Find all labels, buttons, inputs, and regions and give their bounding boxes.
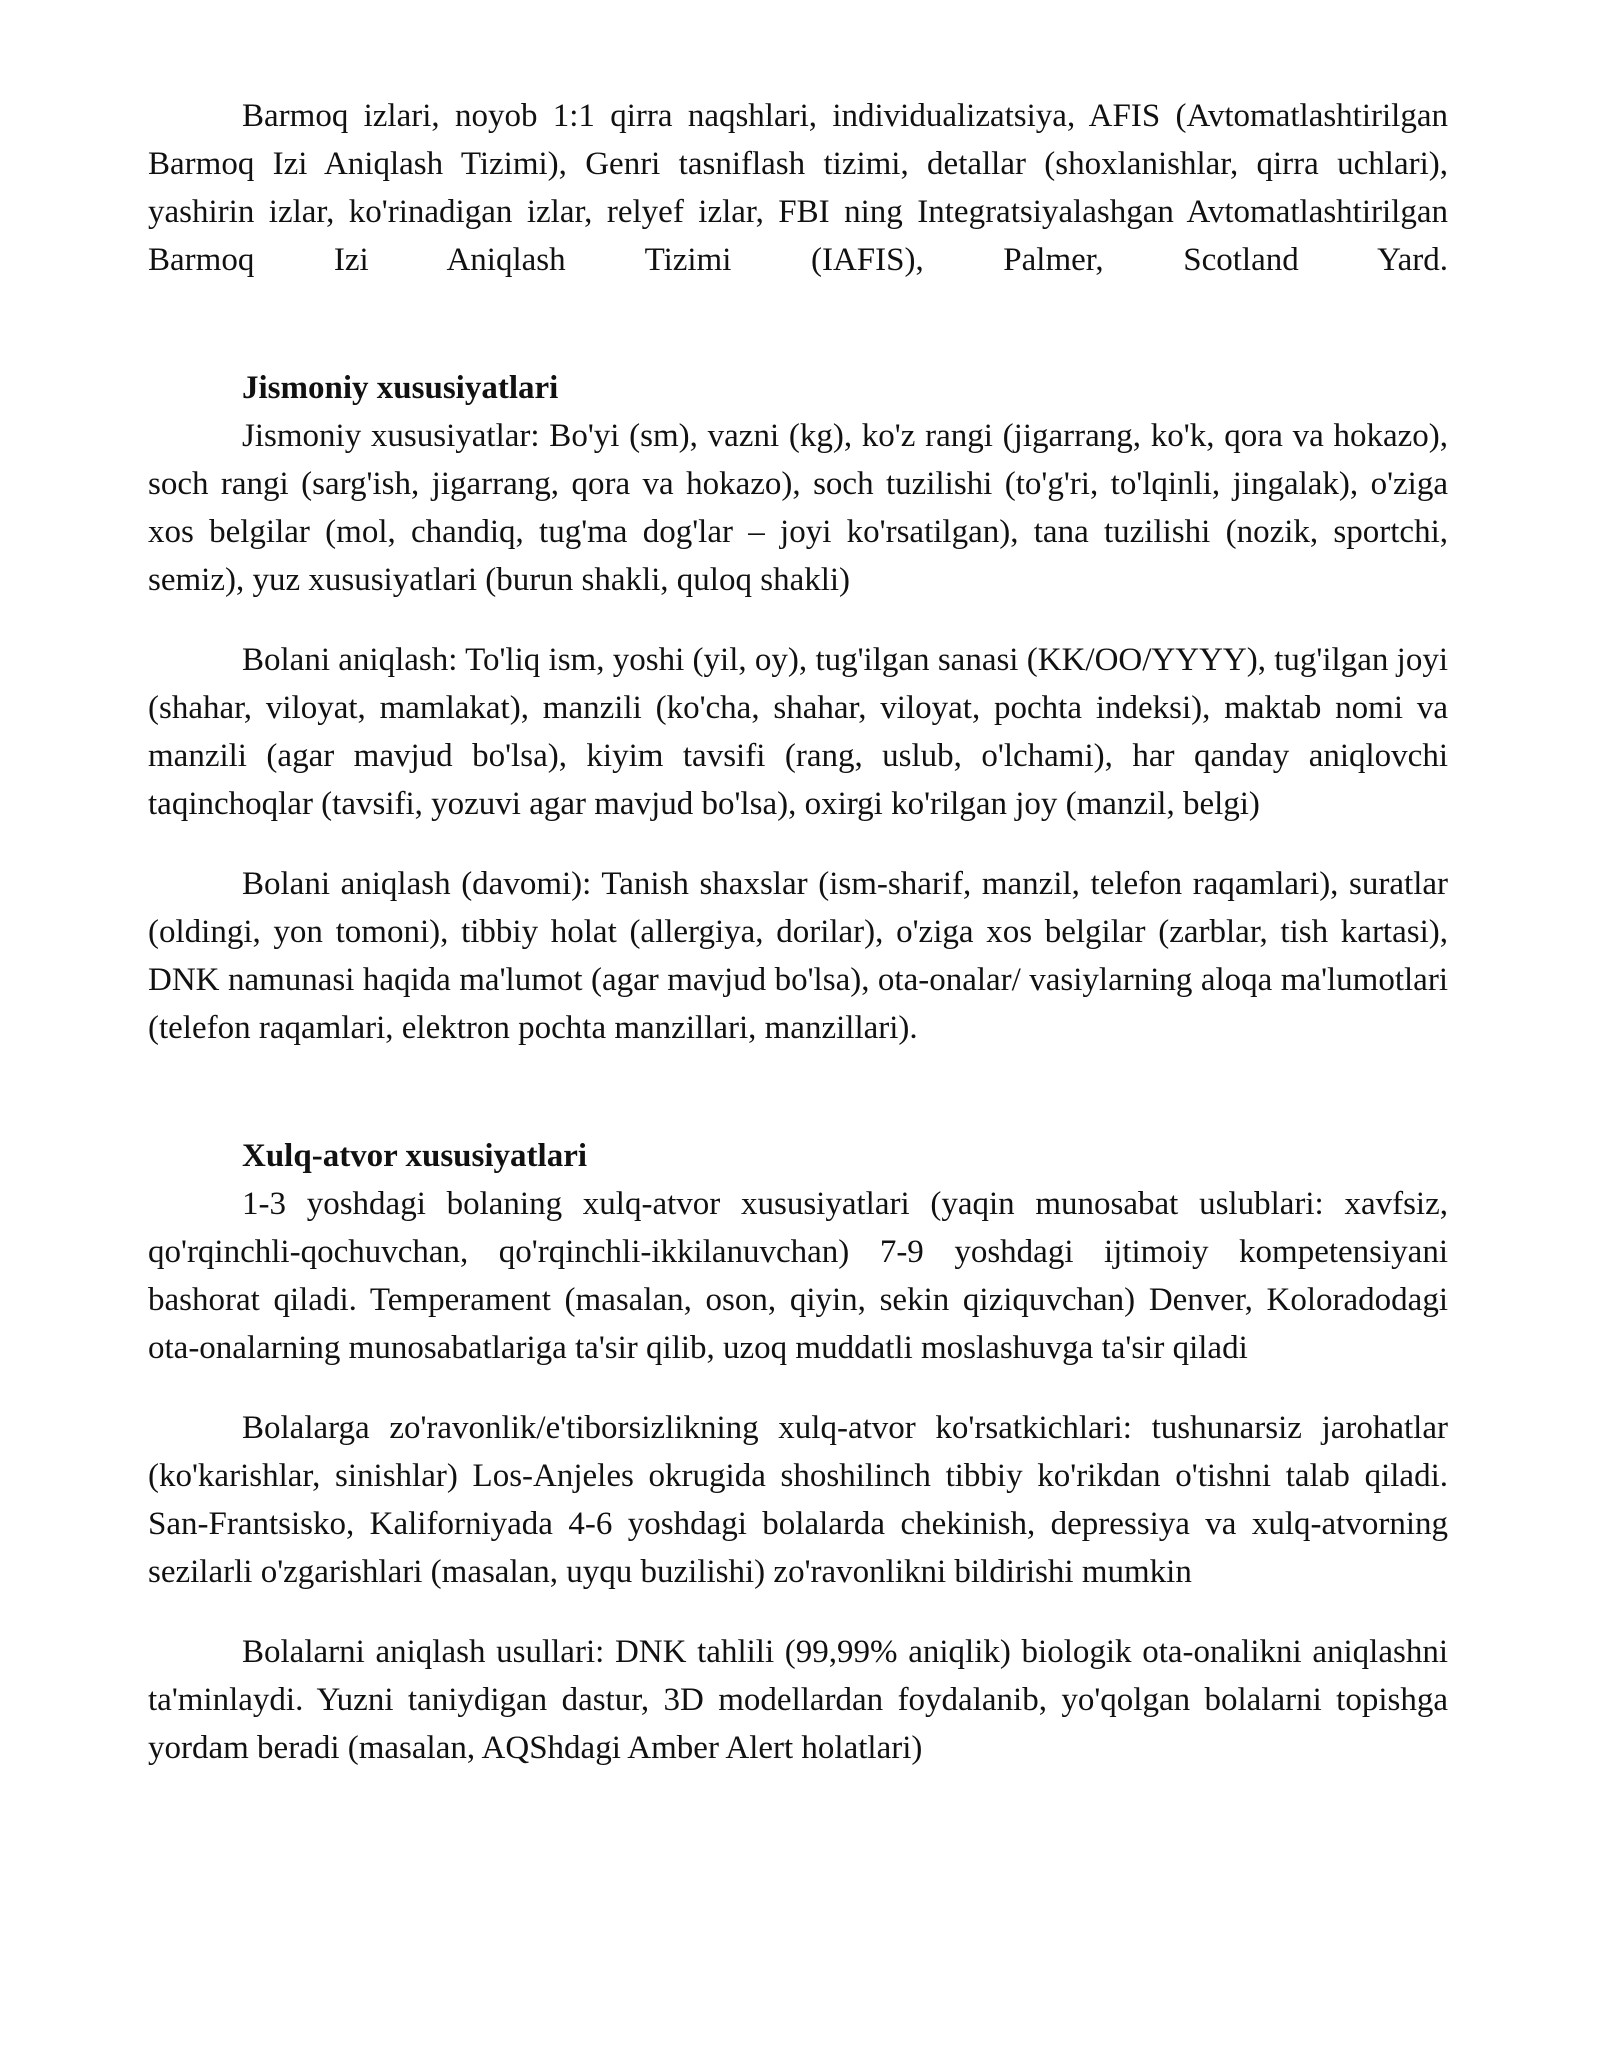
physical-paragraph-1: Jismoniy xususiyatlar: Bo'yi (sm), vazni (kg), ko'z rangi (jigarrang, ko'k, qora va hokazo), soch rangi (sarg'ish, jigarrang, qora va hokazo), soch tuzilishi (to'g'ri, to'lqinli, jingalak), o'ziga xos belgilar (mol, chandiq, tug'ma dog'lar – joyi ko'rsatilgan), tana tuzilishi (nozik, sportchi, semiz), yuz xususiyatlari (burun shakli, quloq shakli) [148, 418, 1448, 598]
intro-paragraph: Barmoq izlari, noyob 1:1 qirra naqshlari, individualizatsiya, AFIS (Avtomatlashtirilgan Barmoq Izi Aniqlash Tizimi), Genri tasniflash tizimi, detallar (shoxlanishlar, qirra uchlari), yashirin izlar, ko'rinadigan izlar, relyef izlar, FBI ning Integratsiyalashgan Avtomatlashtirilgan Barmoq Izi Aniqlash Tizimi (IAFIS), Palmer, Scotland Yard. [148, 98, 1448, 278]
physical-paragraph-2: Bolani aniqlash: To'liq ism, yoshi (yil, oy), tug'ilgan sanasi (KK/OO/YYYY), tug'ilgan joyi (shahar, viloyat, mamlakat), manzili (ko'cha, shahar, viloyat, pochta indeksi), maktab nomi va manzili (agar mavjud bo'lsa), kiyim tavsifi (rang, uslub, o'lchami), har qanday aniqlovchi taqinchoqlar (tavsifi, yozuvi agar mavjud bo'lsa), oxirgi ko'rilgan joy (manzil, belgi) [148, 642, 1448, 822]
document-page [148, 92, 1448, 1772]
section-spacer [148, 284, 1448, 364]
section-heading-behavior: Xulq-atvor xususiyatlari [242, 1138, 588, 1174]
behavior-paragraph-2: Bolalarga zo'ravonlik/e'tiborsizlikning xulq-atvor ko'rsatkichlari: tushunarsiz jarohatlar (ko'karishlar, sinishlar) Los-Anjeles okrugida shoshilinch tibbiy ko'rikdan o'tishni talab qiladi. San-Frantsisko, Kaliforniyada 4-6 yoshdagi bolalarda chekinish, depressiya va xulq-atvorning sezilarli o'zgarishlari (masalan, uyqu buzilishi) zo'ravonlikni bildirishi mumkin [148, 1410, 1448, 1590]
physical-paragraph-3: Bolani aniqlash (davomi): Tanish shaxslar (ism-sharif, manzil, telefon raqamlari), suratlar (oldingi, yon tomoni), tibbiy holat (allergiya, dorilar), o'ziga xos belgilar (zarblar, tish kartasi), DNK namunasi haqida ma'lumot (agar mavjud bo'lsa), ota-onalar/ vasiylarning aloqa ma'lumotlari (telefon raqamlari, elektron pochta manzillari, manzillari). [148, 866, 1448, 1046]
section-heading-physical: Jismoniy xususiyatlari [242, 370, 559, 406]
section-spacer [148, 1052, 1448, 1132]
behavior-paragraph-3: Bolalarni aniqlash usullari: DNK tahlili (99,99% aniqlik) biologik ota-onalikni aniqlashni ta'minlaydi. Yuzni taniydigan dastur, 3D modellardan foydalanib, yo'qolgan bolalarni topishga yordam beradi (masalan, AQShdagi Amber Alert holatlari) [148, 1634, 1448, 1766]
behavior-paragraph-1: 1-3 yoshdagi bolaning xulq-atvor xususiyatlari (yaqin munosabat uslublari: xavfsiz, qo'rqinchli-qochuvchan, qo'rqinchli-ikkilanuvchan) 7-9 yoshdagi ijtimoiy kompetensiyani bashorat qiladi. Temperament (masalan, oson, qiyin, sekin qiziquvchan) Denver, Koloradodagi ota-onalarning munosabatlariga ta'sir qilib, uzoq muddatli moslashuvga ta'sir qiladi [148, 1186, 1448, 1366]
